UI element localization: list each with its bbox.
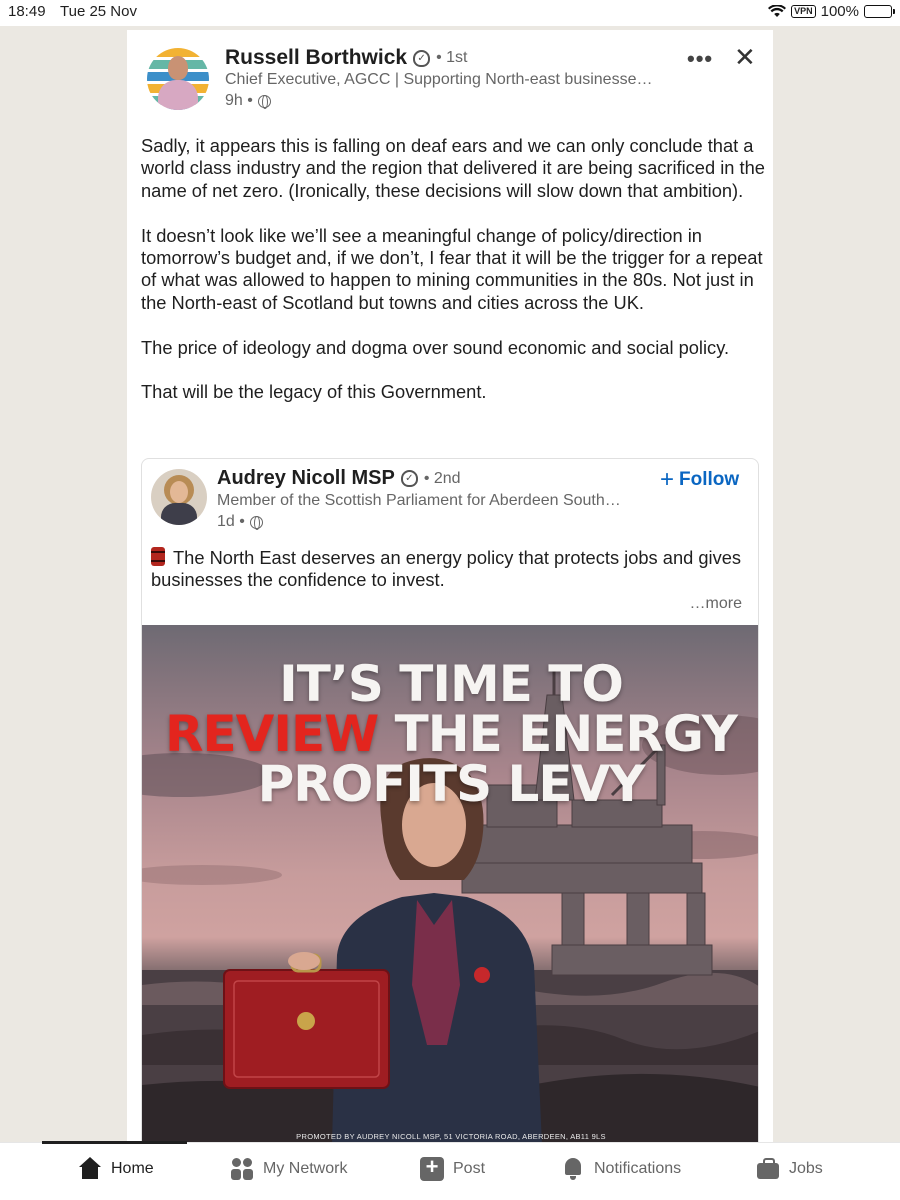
- headline-line-2: [142, 705, 759, 763]
- post-paragraph: Sadly, it appears this is falling on deaf ears and we can only conclude that a world class industry and the region that delivered it are being sacrificed in the name of net zero. (Ironically, these decisions will slow down that ambition).: [141, 135, 765, 201]
- reshared-text: The North East deserves an energy policy that protects jobs and gives businesses the confidence to invest.: [151, 547, 742, 591]
- reshared-author-name[interactable]: Audrey Nicoll MSP: [217, 467, 395, 489]
- bell-icon: [561, 1157, 585, 1181]
- post-paragraph: The price of ideology and dogma over sound economic and social policy.: [141, 336, 730, 358]
- close-icon[interactable]: ✕: [734, 42, 756, 72]
- author-name-row[interactable]: [225, 46, 467, 70]
- post-body: [141, 135, 766, 426]
- reshared-post[interactable]: [141, 458, 759, 1142]
- more-options-icon[interactable]: •••: [687, 46, 714, 71]
- post-card: [127, 30, 773, 1142]
- vpn-badge: VPN: [791, 5, 816, 18]
- wifi-icon: [768, 5, 786, 18]
- reshared-body: [151, 547, 751, 592]
- nav-post[interactable]: [420, 1157, 485, 1181]
- battery-percent: 100%: [820, 3, 859, 20]
- nav-label: Home: [111, 1160, 154, 1177]
- nav-label: Notifications: [594, 1160, 682, 1177]
- status-date: Tue 25 Nov: [60, 3, 137, 20]
- home-icon: [78, 1157, 102, 1181]
- follow-label: Follow: [679, 469, 740, 490]
- author-connection: • 1st: [436, 49, 468, 66]
- post-icon: [420, 1157, 444, 1181]
- jobs-icon: [756, 1157, 780, 1181]
- verified-icon: ✓: [401, 470, 418, 487]
- nav-home[interactable]: [78, 1157, 154, 1181]
- promo-headline: [142, 655, 759, 813]
- reshared-timestamp: [217, 513, 263, 531]
- post-paragraph: It doesn’t look like we’ll see a meaningful change of policy/direction in tomorrow’s budget and, if we don’t, I fear that it will be the trigger for a repeat of what was allowed to happen to mining communities in the 80s. Not just in the North-east of Scotland but towns and cities across the UK.: [141, 224, 763, 313]
- post-paragraph: That will be the legacy of this Government.: [141, 381, 487, 403]
- author-time-text: 9h •: [225, 92, 253, 109]
- headline-red-word: REVIEW: [165, 705, 379, 763]
- nav-my-network[interactable]: [230, 1157, 347, 1181]
- reshared-author-headline: Member of the Scottish Parliament for Aberdeen South…: [217, 492, 621, 509]
- author-avatar[interactable]: [147, 48, 209, 110]
- reshared-author-connection: • 2nd: [423, 469, 461, 487]
- author-name[interactable]: Russell Borthwick: [225, 46, 408, 69]
- globe-icon: [250, 516, 263, 529]
- network-icon: [230, 1157, 254, 1181]
- reshared-author-avatar[interactable]: [151, 469, 207, 525]
- nav-jobs[interactable]: [756, 1157, 823, 1181]
- nav-label: Jobs: [789, 1160, 823, 1177]
- nav-notifications[interactable]: [561, 1157, 681, 1181]
- nav-label: My Network: [263, 1160, 348, 1177]
- bottom-nav: [0, 1142, 900, 1200]
- author-timestamp: [225, 92, 271, 110]
- author-headline: Chief Executive, AGCC | Supporting North-east businesse…: [225, 71, 653, 88]
- promo-image[interactable]: [142, 625, 759, 1142]
- headline-line-2-rest: THE ENERGY: [378, 705, 737, 763]
- plus-icon: +: [660, 466, 675, 493]
- status-right: [768, 3, 892, 20]
- nav-label: Post: [453, 1160, 486, 1177]
- promo-footer: PROMOTED BY AUDREY NICOLL MSP, 51 VICTORIA ROAD, ABERDEEN, AB11 9LS: [296, 1132, 606, 1141]
- oil-barrel-icon: [151, 547, 165, 566]
- headline-line-3: PROFITS LEVY: [257, 755, 645, 813]
- verified-icon: ✓: [413, 50, 430, 67]
- active-tab-indicator: [42, 1141, 187, 1144]
- follow-button[interactable]: [660, 466, 740, 493]
- status-time: 18:49: [8, 3, 46, 20]
- reshared-time-text: 1d •: [217, 513, 245, 530]
- reshared-author-name-row[interactable]: [217, 467, 461, 490]
- battery-icon: [864, 5, 892, 18]
- see-more-link[interactable]: …more: [689, 595, 742, 612]
- status-bar: [0, 0, 900, 26]
- globe-icon: [258, 95, 271, 108]
- headline-line-1: IT’S TIME TO: [279, 655, 623, 713]
